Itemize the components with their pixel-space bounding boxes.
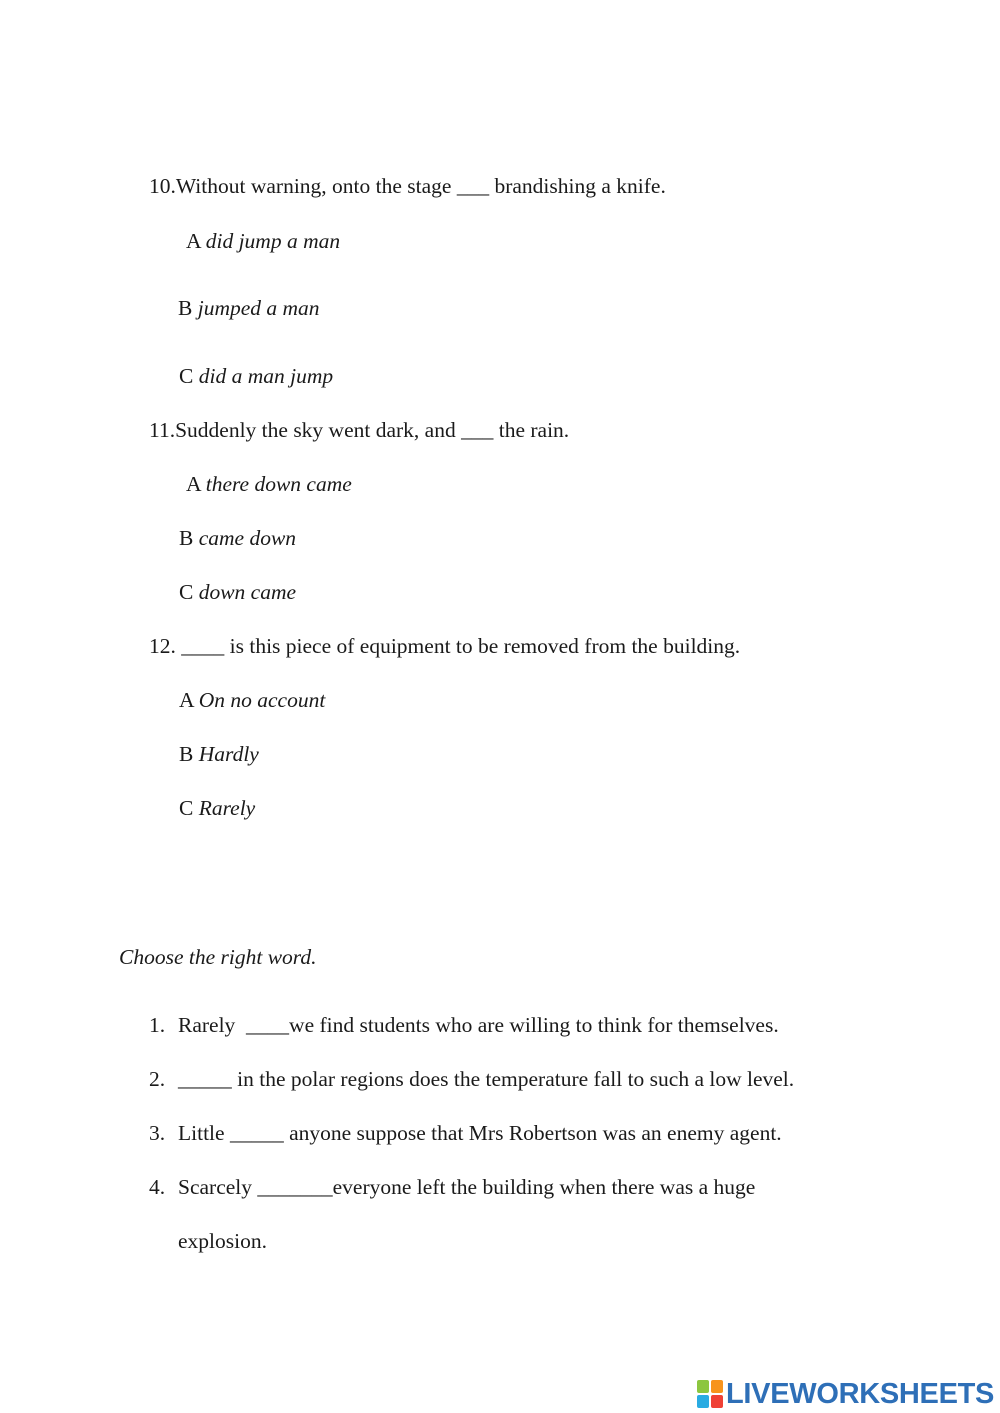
option-text: did a man jump [198, 364, 334, 388]
fill-item-4-continuation: explosion. [178, 1229, 267, 1253]
question-text: Suddenly the sky went dark, and ___ the rain. [175, 418, 570, 442]
option-11-c[interactable] [179, 582, 296, 604]
option-text: jumped a man [197, 296, 320, 320]
question-number: 10. [149, 174, 176, 198]
option-text: did jump a man [205, 229, 341, 253]
option-text: down came [198, 580, 297, 604]
question-text: Without warning, onto the stage ___ brandishing a knife. [175, 174, 666, 198]
option-letter: C [179, 796, 194, 820]
option-10-a[interactable] [186, 231, 340, 253]
item-number: 3. [149, 1121, 166, 1145]
option-11-b[interactable] [179, 528, 296, 550]
option-letter: B [179, 526, 194, 550]
option-text: Hardly [198, 742, 259, 766]
option-11-a[interactable] [186, 474, 352, 496]
item-number: 2. [149, 1067, 166, 1091]
option-text: there down came [205, 472, 352, 496]
question-text: ____ is this piece of equipment to be removed from the building. [181, 634, 741, 658]
question-number: 12. [149, 634, 176, 658]
question-number: 11. [149, 418, 176, 442]
option-12-b[interactable] [179, 744, 259, 766]
item-number: 4. [149, 1175, 166, 1199]
liveworksheets-logo-icon [697, 1380, 723, 1408]
section-instruction: Choose the right word. [119, 945, 317, 969]
option-text: Rarely [198, 796, 256, 820]
brand-name: LIVEWORKSHEETS [726, 1377, 995, 1410]
option-10-c[interactable] [179, 366, 333, 388]
item-text: Rarely ____we find students who are willing to think for themselves. [178, 1013, 779, 1037]
brand-logo[interactable] [697, 1378, 994, 1410]
option-letter: A [186, 472, 201, 496]
option-text: came down [198, 526, 297, 550]
item-number: 1. [149, 1013, 166, 1037]
item-text: _____ in the polar regions does the temperature fall to such a low level. [178, 1067, 795, 1091]
item-text: Scarcely _______everyone left the building when there was a huge [178, 1175, 756, 1199]
option-12-a[interactable] [179, 690, 325, 712]
option-10-b[interactable] [178, 298, 320, 320]
option-letter: B [178, 296, 193, 320]
question-12 [149, 636, 740, 658]
fill-item-4 [149, 1177, 755, 1199]
fill-item-3 [149, 1123, 782, 1145]
option-letter: A [186, 229, 201, 253]
option-12-c[interactable] [179, 798, 255, 820]
option-letter: C [179, 364, 194, 388]
option-text: On no account [198, 688, 326, 712]
question-11 [149, 420, 569, 442]
item-text: Little _____ anyone suppose that Mrs Robertson was an enemy agent. [178, 1121, 782, 1145]
option-letter: C [179, 580, 194, 604]
option-letter: B [179, 742, 194, 766]
fill-item-1 [149, 1015, 779, 1037]
question-10 [149, 176, 666, 198]
fill-item-2 [149, 1069, 794, 1091]
option-letter: A [179, 688, 194, 712]
